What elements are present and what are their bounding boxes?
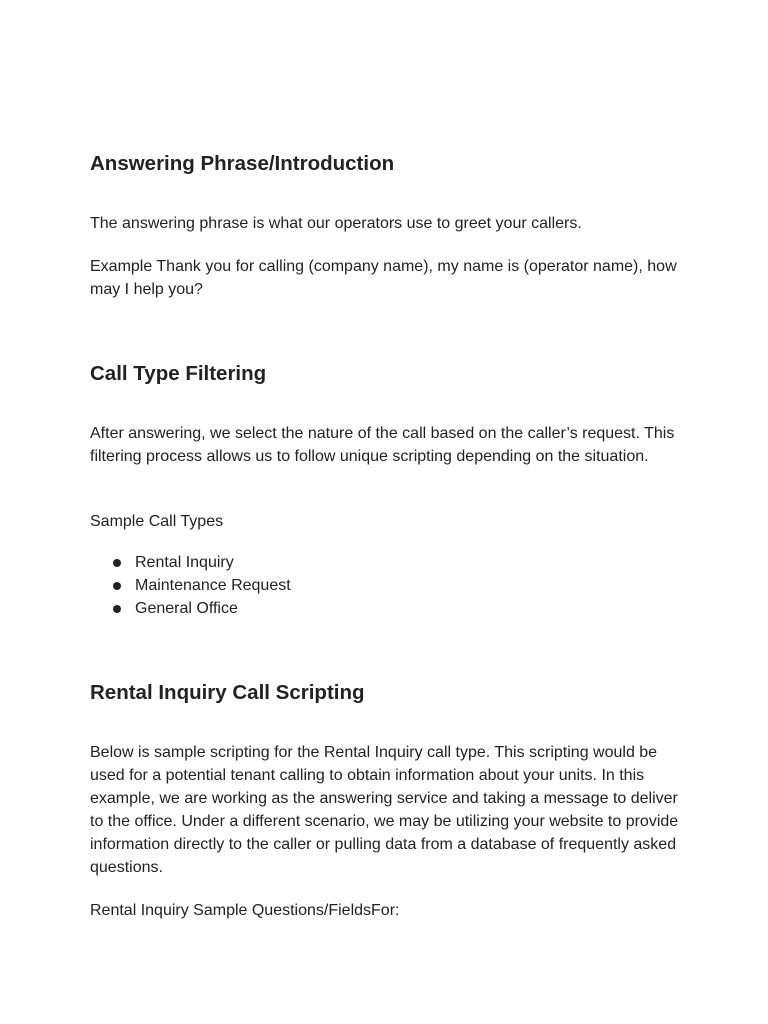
answering-phrase-intro: The answering phrase is what our operators use to greet your callers. [90,215,582,232]
call-type-label: Rental Inquiry [135,554,234,571]
call-types-list [90,551,291,620]
heading-rental-inquiry-scripting: Rental Inquiry Call Scripting [90,681,365,704]
call-type-label: General Office [135,600,238,617]
bullet-icon [113,582,121,590]
call-type-label: Maintenance Request [135,577,291,594]
bullet-icon [113,605,121,613]
bullet-icon [113,559,121,567]
answering-phrase-example: Example Thank you for calling (company name), my name is (operator name), how may I help you? [90,258,677,298]
list-item [90,597,291,620]
list-item [90,551,291,574]
sample-call-types-label: Sample Call Types [90,513,224,530]
heading-call-type-filtering: Call Type Filtering [90,362,267,385]
list-item [90,574,291,597]
rental-inquiry-fields-label: Rental Inquiry Sample Questions/FieldsFor: [90,902,400,919]
call-type-filtering-description: After answering, we select the nature of the call based on the caller’s request. This filtering process allows us to follow unique scripting depending on the situation. [90,425,675,465]
heading-answering-phrase: Answering Phrase/Introduction [90,152,395,175]
rental-inquiry-description: Below is sample scripting for the Rental Inquiry call type. This scripting would be used for a potential tenant calling to obtain information about your units. In this example, we are working as the answering service and taking a message to deliver to the office. Under a different scenario, we may be utilizing your website to provide information directly to the caller or pulling data from a database of frequently asked questions. [90,744,679,876]
